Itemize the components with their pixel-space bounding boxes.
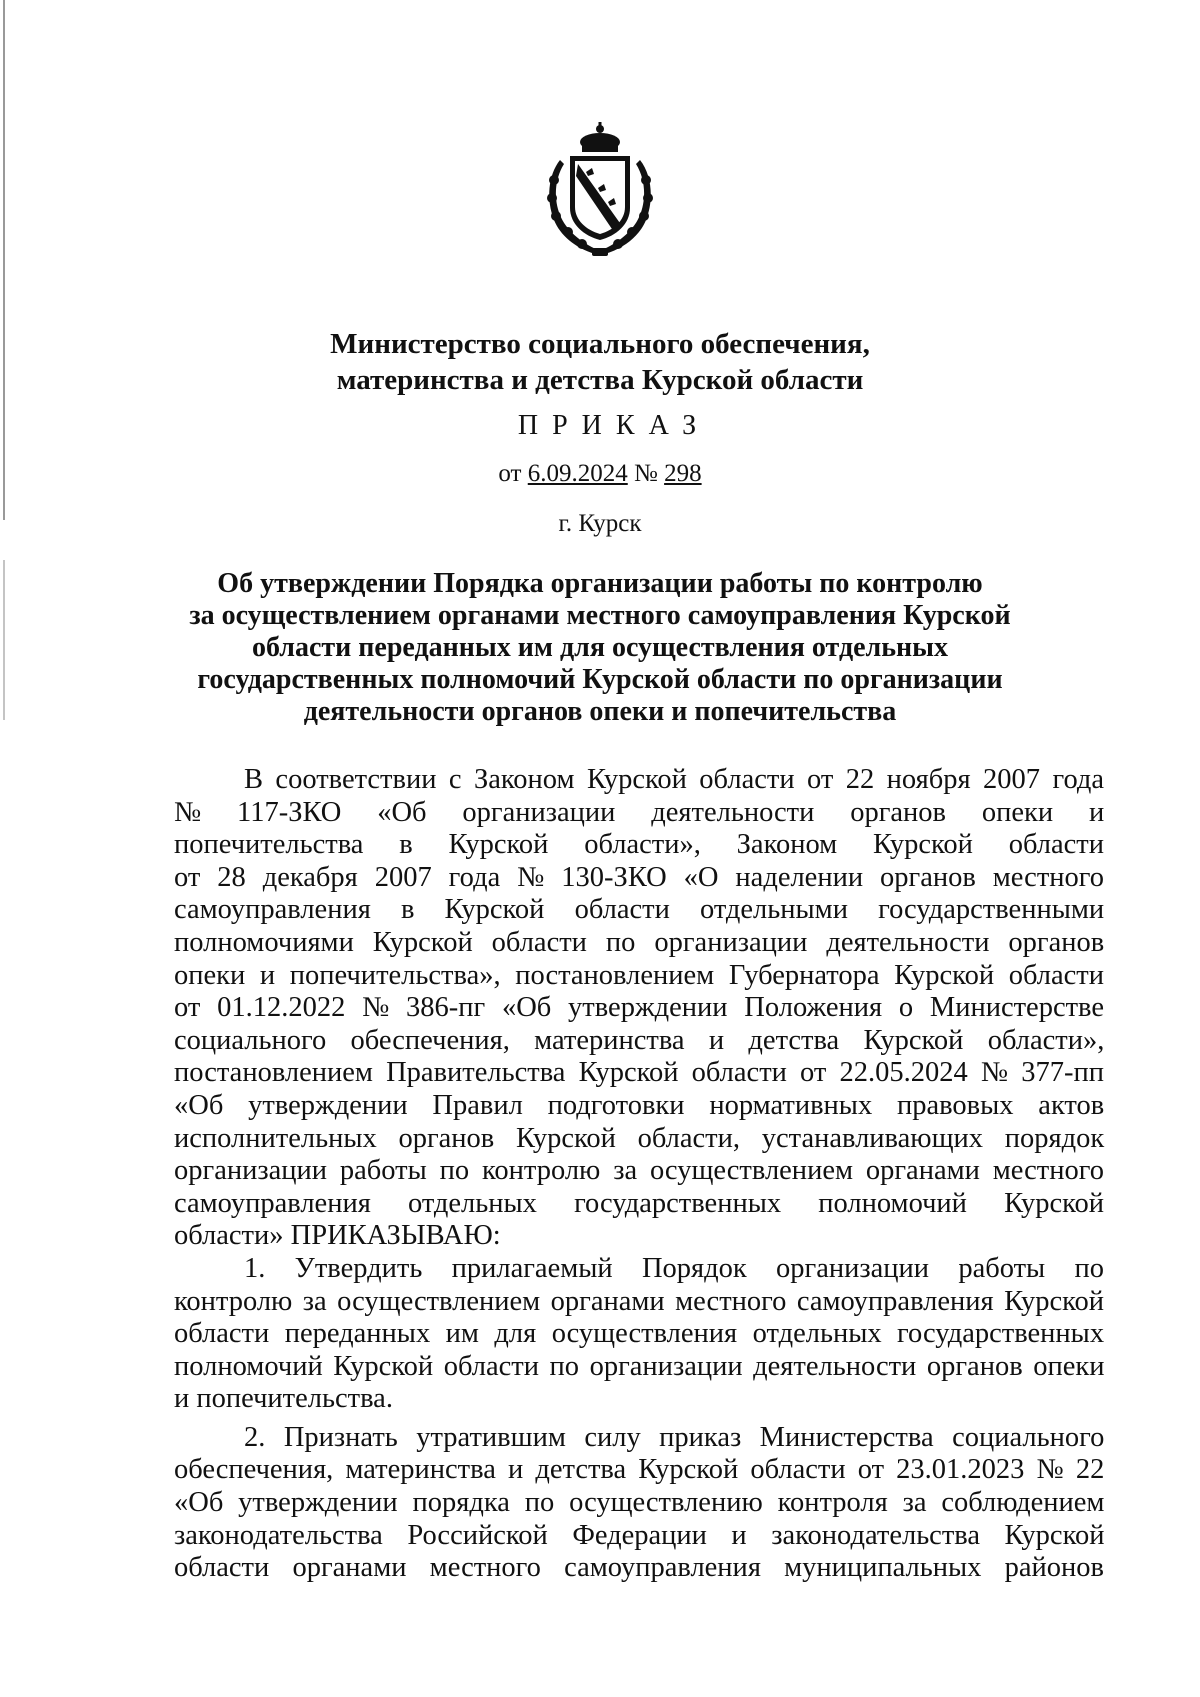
- document-date: 6.09.2024: [527, 460, 628, 487]
- number-prefix: №: [634, 460, 658, 487]
- text-line: попечительства в Курской области», Законом Курской области: [174, 829, 1104, 861]
- text-line: обеспечения, материнства и детства Курской области от 23.01.2023 № 22: [174, 1454, 1105, 1486]
- document-type: ПРИКАЗ: [517, 410, 711, 441]
- text-line: области органами местного самоуправления муниципальных районов: [174, 1552, 1104, 1584]
- title-line: Об утверждении Порядка организации работы по контролю: [217, 568, 983, 599]
- document-title: [0, 568, 1200, 728]
- ministry-name: [0, 326, 1200, 398]
- text-line: законодательства Российской Федерации и законодательства Курской: [174, 1519, 1105, 1551]
- scan-edge: [3, 0, 5, 520]
- text-line: области» ПРИКАЗЫВАЮ:: [174, 1220, 501, 1252]
- text-line: от 28 декабря 2007 года № 130-ЗКО «О наделении органов местного: [174, 861, 1104, 893]
- text-line: полномочиями Курской области по организации деятельности органов: [174, 926, 1105, 958]
- date-number-line: [0, 460, 1200, 488]
- text-line: и попечительства.: [174, 1383, 393, 1415]
- date-prefix: от: [498, 460, 522, 487]
- text-line: области переданных им для осуществления отдельных государственных: [174, 1318, 1105, 1350]
- preamble-paragraph: [174, 764, 1104, 1253]
- kursk-coat-of-arms-icon: [540, 120, 660, 260]
- text-line: самоуправления в Курской области отдельными государственными: [174, 894, 1105, 926]
- item-2-paragraph: [174, 1422, 1104, 1585]
- text-line: организации работы по контролю за осуществлением органами местного: [174, 1155, 1104, 1187]
- text-line: 1. Утвердить прилагаемый Порядок организации работы по: [244, 1252, 1105, 1284]
- text-line: В соответствии с Законом Курской области от 22 ноября 2007 года: [244, 764, 1105, 795]
- item-1-paragraph: [174, 1253, 1104, 1416]
- text-line: № 117-ЗКО «Об организации деятельности органов опеки и: [174, 796, 1105, 828]
- text-line: полномочий Курской области по организации деятельности органов опеки: [174, 1350, 1105, 1382]
- title-line: деятельности органов опеки и попечительства: [303, 696, 897, 727]
- text-line: «Об утверждении порядка по осуществлению контроля за соблюдением: [174, 1487, 1105, 1519]
- text-line: исполнительных органов Курской области, устанавливающих порядок: [174, 1122, 1105, 1154]
- text-line: 2. Признать утратившим силу приказ Министерства социального: [244, 1421, 1105, 1453]
- text-line: от 01.12.2022 № 386-пг «Об утверждении Положения о Министерстве: [174, 992, 1104, 1024]
- text-line: контролю за осуществлением органами местного самоуправления Курской: [174, 1285, 1105, 1317]
- text-line: самоуправления отдельных государственных полномочий Курской: [174, 1187, 1104, 1219]
- title-line: государственных полномочий Курской области по организации: [197, 664, 1003, 695]
- document-number: 298: [664, 460, 702, 487]
- text-line: постановлением Правительства Курской области от 22.05.2024 № 377-пп: [174, 1057, 1104, 1089]
- text-line: «Об утверждении Правил подготовки нормативных правовых актов: [174, 1089, 1105, 1121]
- title-line: области переданных им для осуществления отдельных: [251, 632, 949, 663]
- ministry-line: Министерство социального обеспечения,: [330, 328, 870, 360]
- title-line: за осуществлением органами местного самоуправления Курской: [189, 600, 1011, 631]
- city: г. Курск: [558, 510, 642, 537]
- text-line: опеки и попечительства», постановлением Губернатора Курской области: [174, 959, 1104, 991]
- document-body: [174, 764, 1104, 1585]
- text-line: социального обеспечения, материнства и детства Курской области»,: [174, 1024, 1105, 1056]
- ministry-line: материнства и детства Курской области: [336, 364, 864, 396]
